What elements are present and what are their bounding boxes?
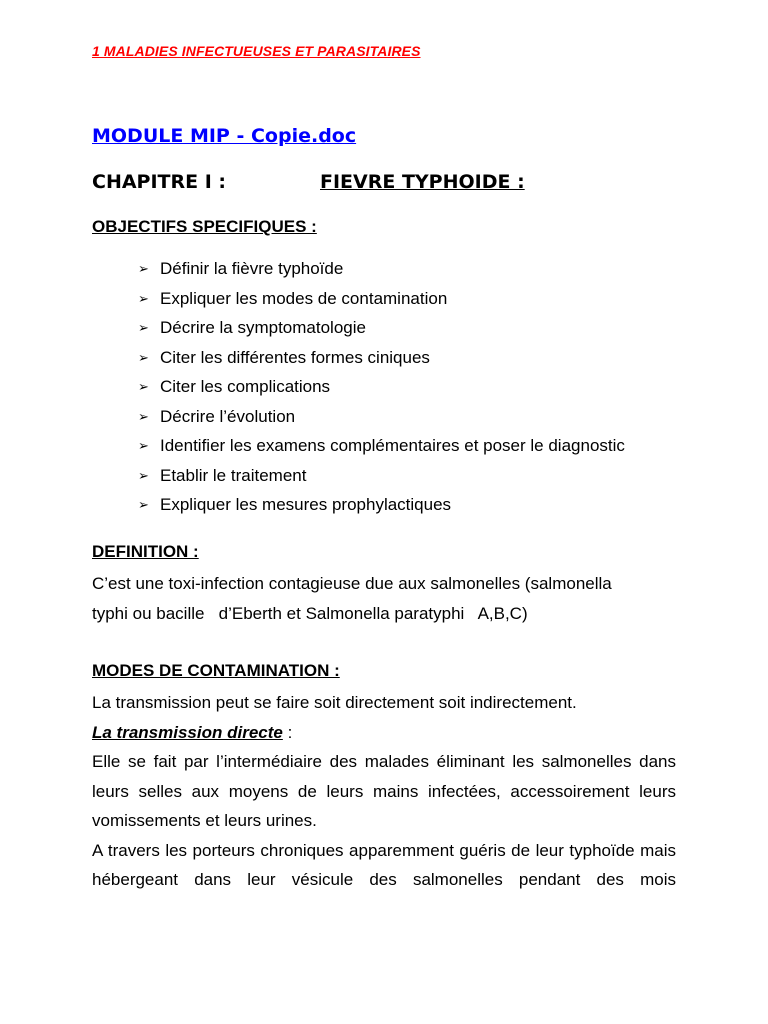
objective-item-label: Décrire l’évolution [160, 406, 296, 426]
objective-item [138, 461, 625, 491]
objective-item-label: Citer les différentes formes ciniques [160, 347, 430, 367]
objective-item-label: Identifier les examens complémentaires et poser le diagnostic [160, 436, 625, 455]
arrowhead-bullet-icon: ➢ [138, 497, 149, 512]
objective-item [138, 402, 625, 432]
objective-item [138, 490, 625, 520]
chapter-heading [92, 171, 676, 193]
contamination-intro: La transmission peut se faire soit directement soit indirectement. [92, 693, 577, 712]
arrowhead-bullet-icon: ➢ [138, 408, 149, 424]
arrowhead-bullet-icon: ➢ [138, 320, 149, 335]
arrowhead-bullet-icon: ➢ [138, 467, 149, 483]
direct-transmission-heading: La transmission directe [92, 722, 283, 742]
objective-item [138, 431, 625, 461]
objective-item-label: Etablir le traitement [160, 465, 307, 485]
arrowhead-bullet-icon: ➢ [138, 261, 149, 276]
objective-item [138, 284, 625, 314]
definition-line-1: C’est une toxi-infection contagieuse due aux salmonelles (salmonella [92, 574, 612, 593]
page-header: 1 MALADIES INFECTUEUSES ET PARASITAIRES [92, 43, 421, 59]
objectives-heading: OBJECTIFS SPECIFIQUES : [92, 217, 317, 236]
objective-item-label: Décrire la symptomatologie [160, 318, 366, 337]
objective-item [138, 343, 625, 373]
objective-item-label: Expliquer les modes de contamination [160, 288, 448, 308]
definition-line-2: typhi ou bacille d’Eberth et Salmonella paratyphi A,B,C) [92, 603, 528, 623]
arrowhead-bullet-icon: ➢ [138, 290, 149, 306]
arrowhead-bullet-icon: ➢ [138, 349, 149, 365]
objective-item [138, 254, 625, 284]
chapter-number: CHAPITRE I : [92, 171, 227, 193]
chapter-title: FIEVRE TYPHOIDE : [320, 171, 525, 193]
objective-item-label: Expliquer les mesures prophylactiques [160, 495, 452, 514]
objectives-list [138, 254, 625, 520]
direct-transmission-line [92, 718, 676, 748]
arrowhead-bullet-icon: ➢ [138, 379, 149, 394]
direct-transmission-suffix: : [282, 722, 293, 742]
definition-heading: DEFINITION : [92, 542, 199, 561]
document-link[interactable]: MODULE MIP - Copie.doc [92, 125, 357, 147]
direct-transmission-paragraph: Elle se fait par l’intermédiaire des malades éliminant les salmonelles dans leurs selles aux moyens de leurs mains infectées, accessoirement leurs vomissements et leurs urines. [92, 752, 676, 830]
chronic-carriers-paragraph: A travers les porteurs chroniques apparemment guéris de leur typhoïde mais hébergeant dans leur vésicule des salmonelles pendant des mois [92, 840, 676, 889]
arrowhead-bullet-icon: ➢ [138, 438, 149, 453]
objective-item [138, 313, 625, 343]
objective-item-label: Définir la fièvre typhoïde [160, 259, 344, 278]
contamination-heading: MODES DE CONTAMINATION : [92, 661, 340, 680]
objective-item-label: Citer les complications [160, 377, 331, 396]
objective-item [138, 372, 625, 402]
